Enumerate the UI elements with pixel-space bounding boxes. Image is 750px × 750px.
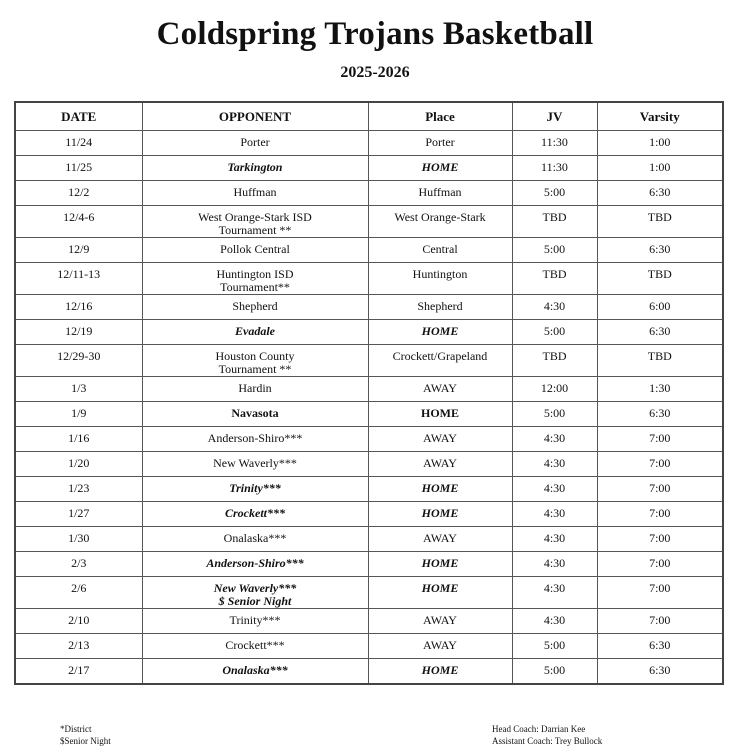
game-opponent — [142, 263, 368, 295]
game-place: Porter — [368, 131, 512, 156]
game-jv-time: 5:00 — [512, 402, 597, 427]
opponent-name: New Waverly*** — [213, 581, 297, 595]
opponent-name: Onalaska*** — [222, 663, 288, 677]
game-opponent — [142, 452, 368, 477]
table-row — [15, 427, 723, 452]
game-varsity-time: 6:30 — [597, 238, 723, 263]
footnote-district: *District — [60, 724, 92, 734]
game-place: West Orange-Stark — [368, 206, 512, 238]
table-row — [15, 477, 723, 502]
game-varsity-time: 1:00 — [597, 156, 723, 181]
game-place: HOME — [368, 402, 512, 427]
game-varsity-time: 7:00 — [597, 477, 723, 502]
game-opponent — [142, 502, 368, 527]
table-row — [15, 206, 723, 238]
game-opponent — [142, 577, 368, 609]
opponent-name: Shepherd — [232, 299, 278, 313]
game-varsity-time: TBD — [597, 263, 723, 295]
opponent-name: West Orange-Stark ISD — [198, 210, 312, 224]
opponent-name: Evadale — [235, 324, 275, 338]
table-row — [15, 156, 723, 181]
game-jv-time: TBD — [512, 263, 597, 295]
game-date: 12/9 — [15, 238, 142, 263]
game-jv-time: 4:30 — [512, 477, 597, 502]
table-row — [15, 402, 723, 427]
game-jv-time: 5:00 — [512, 238, 597, 263]
opponent-name: Trinity*** — [229, 613, 281, 627]
table-row — [15, 181, 723, 206]
table-row — [15, 552, 723, 577]
assistant-coach: Assistant Coach: Trey Bullock — [492, 736, 603, 746]
table-row — [15, 320, 723, 345]
game-place: Shepherd — [368, 295, 512, 320]
game-date: 12/19 — [15, 320, 142, 345]
opponent-name: Crockett*** — [225, 506, 285, 520]
column-header-jv: JV — [512, 102, 597, 131]
game-date: 2/10 — [15, 609, 142, 634]
table-row — [15, 527, 723, 552]
opponent-name: Onalaska*** — [223, 531, 287, 545]
footnotes — [60, 723, 111, 747]
game-opponent — [142, 181, 368, 206]
game-place: HOME — [368, 577, 512, 609]
game-date: 1/30 — [15, 527, 142, 552]
game-opponent — [142, 131, 368, 156]
game-place: Central — [368, 238, 512, 263]
opponent-name: Hardin — [238, 381, 272, 395]
opponent-name: Tarkington — [227, 160, 283, 174]
game-varsity-time: 7:00 — [597, 577, 723, 609]
game-jv-time: 4:30 — [512, 609, 597, 634]
game-date: 1/9 — [15, 402, 142, 427]
opponent-note: Tournament ** — [218, 223, 292, 237]
game-jv-time: TBD — [512, 345, 597, 377]
game-varsity-time: 7:00 — [597, 502, 723, 527]
game-varsity-time: 1:30 — [597, 377, 723, 402]
opponent-name: Porter — [240, 135, 270, 149]
table-row — [15, 452, 723, 477]
game-varsity-time: 6:30 — [597, 402, 723, 427]
game-opponent — [142, 238, 368, 263]
opponent-name: Huffman — [233, 185, 277, 199]
opponent-name: Pollok Central — [220, 242, 290, 256]
table-row — [15, 502, 723, 527]
game-place: HOME — [368, 502, 512, 527]
game-place: HOME — [368, 552, 512, 577]
game-date: 11/25 — [15, 156, 142, 181]
game-opponent — [142, 345, 368, 377]
game-opponent — [142, 659, 368, 684]
game-opponent — [142, 552, 368, 577]
game-jv-time: 4:30 — [512, 577, 597, 609]
game-place: HOME — [368, 659, 512, 684]
game-opponent — [142, 427, 368, 452]
game-varsity-time: 6:00 — [597, 295, 723, 320]
column-header-opponent: OPPONENT — [142, 102, 368, 131]
game-opponent — [142, 377, 368, 402]
game-date: 1/20 — [15, 452, 142, 477]
game-jv-time: 4:30 — [512, 295, 597, 320]
game-place: Crockett/Grapeland — [368, 345, 512, 377]
game-varsity-time: TBD — [597, 345, 723, 377]
game-place: AWAY — [368, 527, 512, 552]
opponent-name: Navasota — [231, 406, 279, 420]
table-row — [15, 634, 723, 659]
game-opponent — [142, 477, 368, 502]
head-coach: Head Coach: Darrian Kee — [492, 724, 586, 734]
game-varsity-time: 7:00 — [597, 527, 723, 552]
game-place: AWAY — [368, 377, 512, 402]
game-date: 1/16 — [15, 427, 142, 452]
game-date: 2/17 — [15, 659, 142, 684]
game-place: HOME — [368, 156, 512, 181]
game-opponent — [142, 609, 368, 634]
table-row — [15, 263, 723, 295]
game-place: Huntington — [368, 263, 512, 295]
game-date: 12/4-6 — [15, 206, 142, 238]
game-jv-time: 5:00 — [512, 659, 597, 684]
game-jv-time: 4:30 — [512, 427, 597, 452]
game-varsity-time: 6:30 — [597, 181, 723, 206]
table-row — [15, 131, 723, 156]
game-jv-time: 4:30 — [512, 527, 597, 552]
game-jv-time: 4:30 — [512, 552, 597, 577]
table-row — [15, 377, 723, 402]
game-varsity-time: TBD — [597, 206, 723, 238]
column-header-varsity: Varsity — [597, 102, 723, 131]
opponent-name: Huntington ISD — [216, 267, 294, 281]
opponent-name: Trinity*** — [229, 481, 281, 495]
opponent-name: Anderson-Shiro*** — [207, 431, 303, 445]
game-place: Huffman — [368, 181, 512, 206]
season-label: 2025-2026 — [340, 64, 410, 81]
game-date: 1/3 — [15, 377, 142, 402]
game-jv-time: 4:30 — [512, 452, 597, 477]
game-varsity-time: 6:30 — [597, 634, 723, 659]
table-row — [15, 577, 723, 609]
table-row — [15, 345, 723, 377]
opponent-name: New Waverly*** — [213, 456, 297, 470]
game-jv-time: 5:00 — [512, 181, 597, 206]
opponent-name: Anderson-Shiro*** — [206, 556, 304, 570]
opponent-name: Houston County — [215, 349, 295, 363]
game-jv-time: 4:30 — [512, 502, 597, 527]
game-jv-time: 11:30 — [512, 156, 597, 181]
game-varsity-time: 6:30 — [597, 659, 723, 684]
table-row — [15, 659, 723, 684]
game-date: 12/11-13 — [15, 263, 142, 295]
game-date: 1/23 — [15, 477, 142, 502]
footnote-senior-night: $Senior Night — [60, 736, 111, 746]
game-place: AWAY — [368, 634, 512, 659]
game-jv-time: TBD — [512, 206, 597, 238]
game-date: 12/16 — [15, 295, 142, 320]
game-place: AWAY — [368, 452, 512, 477]
schedule-table — [14, 101, 724, 685]
coaching-staff — [492, 723, 602, 747]
game-varsity-time: 7:00 — [597, 427, 723, 452]
column-header-place: Place — [368, 102, 512, 131]
game-opponent — [142, 295, 368, 320]
game-date: 12/29-30 — [15, 345, 142, 377]
game-opponent — [142, 527, 368, 552]
column-header-date: DATE — [15, 102, 142, 131]
game-date: 11/24 — [15, 131, 142, 156]
opponent-note: Tournament** — [220, 280, 290, 294]
game-place: HOME — [368, 477, 512, 502]
game-date: 2/3 — [15, 552, 142, 577]
game-date: 2/6 — [15, 577, 142, 609]
game-place: AWAY — [368, 609, 512, 634]
table-row — [15, 295, 723, 320]
page-title: Coldspring Trojans Basketball — [156, 16, 594, 52]
game-varsity-time: 6:30 — [597, 320, 723, 345]
game-varsity-time: 7:00 — [597, 452, 723, 477]
opponent-note: Tournament ** — [218, 362, 292, 376]
game-varsity-time: 7:00 — [597, 552, 723, 577]
game-date: 2/13 — [15, 634, 142, 659]
game-varsity-time: 7:00 — [597, 609, 723, 634]
game-opponent — [142, 320, 368, 345]
game-jv-time: 5:00 — [512, 320, 597, 345]
header-row — [15, 102, 723, 131]
game-date: 12/2 — [15, 181, 142, 206]
opponent-name: Crockett*** — [225, 638, 285, 652]
game-opponent — [142, 634, 368, 659]
game-opponent — [142, 156, 368, 181]
table-row — [15, 238, 723, 263]
game-jv-time: 5:00 — [512, 634, 597, 659]
game-jv-time: 11:30 — [512, 131, 597, 156]
game-place: AWAY — [368, 427, 512, 452]
opponent-note: $ Senior Night — [218, 594, 292, 608]
game-date: 1/27 — [15, 502, 142, 527]
game-opponent — [142, 206, 368, 238]
table-row — [15, 609, 723, 634]
game-place: HOME — [368, 320, 512, 345]
game-varsity-time: 1:00 — [597, 131, 723, 156]
game-opponent — [142, 402, 368, 427]
game-jv-time: 12:00 — [512, 377, 597, 402]
